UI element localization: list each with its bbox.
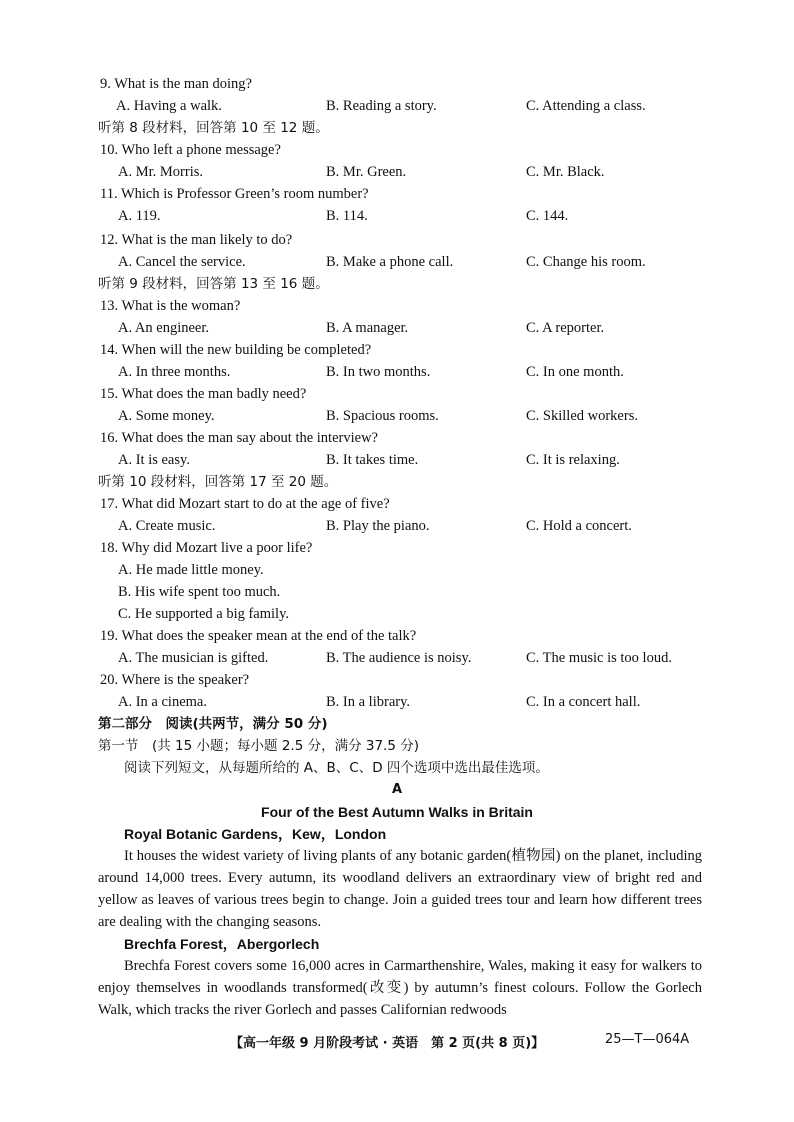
question-11: 11. Which is Professor Green’s room number?	[100, 186, 369, 202]
option-16b: B. It takes time.	[326, 452, 419, 468]
question-20: 20. Where is the speaker?	[100, 672, 250, 688]
option-20a: A. In a cinema.	[118, 694, 207, 710]
option-14c: C. In one month.	[526, 364, 624, 380]
question-17: 17. What did Mozart start to do at the age of five?	[100, 496, 390, 512]
subheading-brechfa: Brechfa Forest，Abergorlech	[124, 936, 320, 952]
question-14: 14. When will the new building be completed?	[100, 342, 372, 358]
option-10b: B. Mr. Green.	[326, 164, 407, 180]
question-15: 15. What does the man badly need?	[100, 386, 307, 402]
option-16a: A. It is easy.	[118, 452, 190, 468]
reading-directions: 阅读下列短文，从每题所给的 A、B、C、D 四个选项中选出最佳选项。	[124, 760, 549, 776]
paragraph-kew: It houses the widest variety of living plants of any botanic garden(植物园) on the planet, including around 14,000 trees. Every autumn, its woodland delivers an extraordinary view of bright red and yellow as leaves of various trees begin to change. Join a guided trees tour and learn how different trees are dealing with the changing seasons.	[98, 848, 702, 930]
option-17c: C. Hold a concert.	[526, 518, 632, 534]
paragraph-brechfa: Brechfa Forest covers some 16,000 acres in Carmarthenshire, Wales, making it easy for walkers to enjoy themselves in woodlands transformed(改变) by autumn’s finest colours. Follow the Gorlech Walk, which tracks the river Gorlech and passes Californian redwoods	[98, 958, 702, 1018]
instruction-section-10: 听第 10 段材料，回答第 17 至 20 题。	[98, 474, 338, 490]
question-12: 12. What is the man likely to do?	[100, 232, 293, 248]
instruction-section-8: 听第 8 段材料，回答第 10 至 12 题。	[98, 120, 329, 136]
option-9a: A. Having a walk.	[116, 98, 222, 114]
subheading-kew: Royal Botanic Gardens，Kew，London	[124, 826, 387, 842]
option-13a: A. An engineer.	[118, 320, 210, 336]
option-20c: C. In a concert hall.	[526, 694, 641, 710]
option-18c: C. He supported a big family.	[118, 606, 290, 622]
option-12c: C. Change his room.	[526, 254, 646, 270]
passage-letter: A	[391, 782, 403, 797]
option-9c: C. Attending a class.	[526, 98, 646, 114]
option-9b: B. Reading a story.	[326, 98, 437, 114]
option-14b: B. In two months.	[326, 364, 431, 380]
option-15c: C. Skilled workers.	[526, 408, 638, 424]
option-11a: A. 119.	[118, 208, 161, 224]
question-10: 10. Who left a phone message?	[100, 142, 281, 158]
option-10a: A. Mr. Morris.	[118, 164, 203, 180]
option-18b: B. His wife spent too much.	[118, 584, 281, 600]
option-17b: B. Play the piano.	[326, 518, 430, 534]
option-12b: B. Make a phone call.	[326, 254, 454, 270]
question-13: 13. What is the woman?	[100, 298, 241, 314]
option-16c: C. It is relaxing.	[526, 452, 620, 468]
question-19: 19. What does the speaker mean at the end of the talk?	[100, 628, 417, 644]
option-13b: B. A manager.	[326, 320, 409, 336]
option-11b: B. 114.	[326, 208, 368, 224]
passage-title: Four of the Best Autumn Walks in Britain	[261, 804, 533, 820]
footer-exam-title: 【高一年级 9 月阶段考试 · 英语 第 2 页(共 8 页)】	[230, 1036, 545, 1051]
option-19b: B. The audience is noisy.	[326, 650, 472, 666]
option-11c: C. 144.	[526, 208, 569, 224]
option-19c: C. The music is too loud.	[526, 650, 672, 666]
option-12a: A. Cancel the service.	[118, 254, 246, 270]
option-10c: C. Mr. Black.	[526, 164, 605, 180]
option-17a: A. Create music.	[118, 518, 216, 534]
option-15a: A. Some money.	[118, 408, 215, 424]
option-13c: C. A reporter.	[526, 320, 605, 336]
option-15b: B. Spacious rooms.	[326, 408, 439, 424]
instruction-section-9: 听第 9 段材料，回答第 13 至 16 题。	[98, 276, 329, 292]
option-18a: A. He made little money.	[118, 562, 264, 578]
footer-code: 25—T—064A	[605, 1032, 690, 1047]
option-14a: A. In three months.	[118, 364, 231, 380]
question-9: 9. What is the man doing?	[100, 76, 252, 92]
section-one-heading: 第一节 (共 15 小题；每小题 2.5 分，满分 37.5 分)	[98, 738, 419, 754]
option-20b: B. In a library.	[326, 694, 411, 710]
question-16: 16. What does the man say about the interview?	[100, 430, 378, 446]
option-19a: A. The musician is gifted.	[118, 650, 269, 666]
question-18: 18. Why did Mozart live a poor life?	[100, 540, 313, 556]
part-two-heading: 第二部分 阅读(共两节，满分 50 分)	[98, 716, 328, 732]
